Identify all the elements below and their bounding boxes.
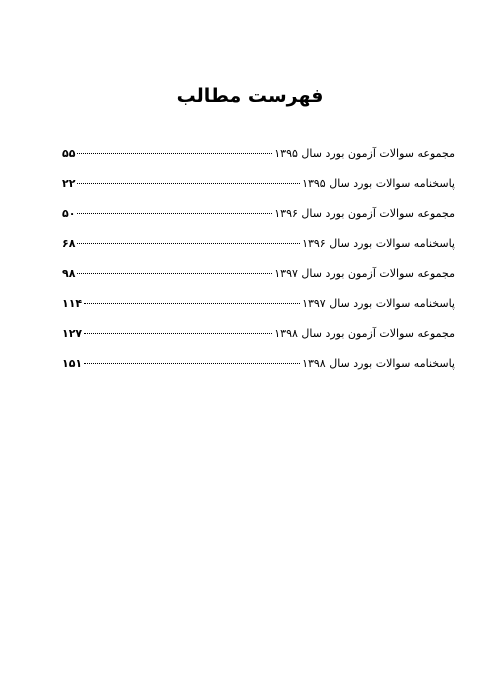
toc-entry <box>62 319 455 349</box>
toc-entry-title: پاسخنامه سوالات بورد سال ۱۳۹۷ <box>302 297 455 310</box>
page-title: فهرست مطالب <box>176 84 324 107</box>
toc-entry <box>62 349 455 379</box>
dot-leader <box>84 302 300 304</box>
toc-entry <box>62 199 455 229</box>
toc-entry-page: ۲۲ <box>62 177 76 190</box>
dot-leader <box>77 242 300 244</box>
toc-entry-title: مجموعه سوالات آزمون بورد سال ۱۳۹۷ <box>274 267 455 280</box>
toc-entry-page: ۶۸ <box>62 237 76 250</box>
toc-entry-page: ۱۵۱ <box>62 357 83 370</box>
dot-leader <box>84 362 300 364</box>
toc-entry-page: ۵۰ <box>62 207 76 220</box>
dot-leader <box>77 152 272 154</box>
dot-leader <box>84 332 272 334</box>
dot-leader <box>77 272 272 274</box>
toc-entry <box>62 229 455 259</box>
toc-entry <box>62 259 455 289</box>
toc-entry <box>62 139 455 169</box>
toc-entry-title: پاسخنامه سوالات بورد سال ۱۳۹۵ <box>302 177 455 190</box>
toc-entry-page: ۵۵ <box>62 147 76 160</box>
dot-leader <box>77 212 272 214</box>
toc-entry-title: پاسخنامه سوالات بورد سال ۱۳۹۶ <box>302 237 455 250</box>
toc-entry-title: مجموعه سوالات آزمون بورد سال ۱۳۹۵ <box>274 147 455 160</box>
dot-leader <box>77 182 300 184</box>
toc-entry-page: ۱۲۷ <box>62 327 83 340</box>
toc-entry-title: مجموعه سوالات آزمون بورد سال ۱۳۹۶ <box>274 207 455 220</box>
toc-entry <box>62 169 455 199</box>
table-of-contents <box>62 139 455 379</box>
toc-entry <box>62 289 455 319</box>
toc-entry-page: ۱۱۴ <box>62 297 83 310</box>
toc-entry-title: پاسخنامه سوالات بورد سال ۱۳۹۸ <box>302 357 455 370</box>
toc-entry-page: ۹۸ <box>62 267 76 280</box>
toc-entry-title: مجموعه سوالات آزمون بورد سال ۱۳۹۸ <box>274 327 455 340</box>
